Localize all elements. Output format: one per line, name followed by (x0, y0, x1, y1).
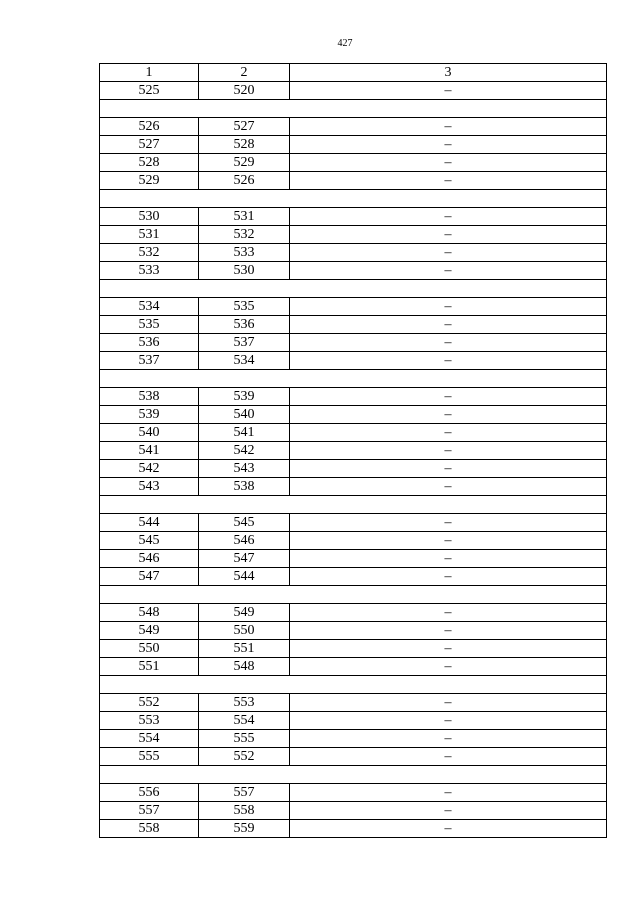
table-row (100, 226, 607, 244)
column-header: 2 (199, 64, 290, 82)
table-cell: – (290, 262, 607, 280)
table-cell: 551 (199, 640, 290, 658)
table-cell: 555 (100, 748, 199, 766)
table-cell: 526 (100, 118, 199, 136)
table-cell: 542 (199, 442, 290, 460)
table-cell: – (290, 154, 607, 172)
table-cell: 526 (199, 172, 290, 190)
table-cell: 544 (199, 568, 290, 586)
column-header: 3 (290, 64, 607, 82)
table-row (100, 334, 607, 352)
table-cell: 533 (199, 244, 290, 262)
table-row (100, 550, 607, 568)
table-cell: – (290, 208, 607, 226)
separator-cell (100, 676, 607, 694)
table-cell: 535 (100, 316, 199, 334)
table-cell: – (290, 550, 607, 568)
table-cell: 551 (100, 658, 199, 676)
table-row (100, 262, 607, 280)
group-separator-row (100, 766, 607, 784)
table-cell: – (290, 298, 607, 316)
group-separator-row (100, 370, 607, 388)
table-row (100, 136, 607, 154)
table-cell: – (290, 82, 607, 100)
table-cell: – (290, 478, 607, 496)
table-cell: 529 (100, 172, 199, 190)
table-cell: 534 (100, 298, 199, 316)
table-cell: 557 (100, 802, 199, 820)
table-cell: 543 (100, 478, 199, 496)
table-cell: – (290, 334, 607, 352)
table-cell: – (290, 244, 607, 262)
table-cell: – (290, 730, 607, 748)
table-cell: 556 (100, 784, 199, 802)
table-row (100, 118, 607, 136)
table-cell: 558 (199, 802, 290, 820)
table-cell: 548 (199, 658, 290, 676)
table-cell: – (290, 604, 607, 622)
table-row (100, 640, 607, 658)
table-cell: – (290, 712, 607, 730)
table-cell: 530 (100, 208, 199, 226)
table-row (100, 442, 607, 460)
table-cell: 528 (100, 154, 199, 172)
table-cell: 557 (199, 784, 290, 802)
group-separator-row (100, 280, 607, 298)
separator-cell (100, 190, 607, 208)
table-cell: – (290, 460, 607, 478)
separator-cell (100, 496, 607, 514)
table-row (100, 514, 607, 532)
table-row (100, 802, 607, 820)
table-row (100, 604, 607, 622)
table-row (100, 712, 607, 730)
table-cell: – (290, 532, 607, 550)
table-cell: – (290, 694, 607, 712)
group-separator-row (100, 100, 607, 118)
separator-cell (100, 100, 607, 118)
table-cell: – (290, 118, 607, 136)
table-row (100, 460, 607, 478)
table-cell: 552 (100, 694, 199, 712)
table-cell: 544 (100, 514, 199, 532)
group-separator-row (100, 496, 607, 514)
table-cell: 527 (199, 118, 290, 136)
table-row (100, 424, 607, 442)
table-cell: 535 (199, 298, 290, 316)
table-cell: 545 (100, 532, 199, 550)
table-cell: 549 (199, 604, 290, 622)
table-cell: 530 (199, 262, 290, 280)
table-cell: 532 (199, 226, 290, 244)
table-cell: 550 (100, 640, 199, 658)
table-cell: – (290, 640, 607, 658)
table-cell: 553 (199, 694, 290, 712)
table-cell: 537 (100, 352, 199, 370)
table-cell: 529 (199, 154, 290, 172)
page-number: 427 (337, 38, 353, 49)
column-header: 1 (100, 64, 199, 82)
table-cell: 527 (100, 136, 199, 154)
table-row (100, 694, 607, 712)
table-cell: 525 (100, 82, 199, 100)
group-separator-row (100, 676, 607, 694)
table-row (100, 244, 607, 262)
table-cell: 534 (199, 352, 290, 370)
separator-cell (100, 280, 607, 298)
table-cell: 555 (199, 730, 290, 748)
separator-cell (100, 586, 607, 604)
table-cell: 531 (199, 208, 290, 226)
table-row (100, 172, 607, 190)
table-row (100, 478, 607, 496)
table-cell: 559 (199, 820, 290, 838)
table-row (100, 730, 607, 748)
table-row (100, 748, 607, 766)
table-cell: 549 (100, 622, 199, 640)
table-row (100, 784, 607, 802)
table-body (100, 82, 607, 838)
table-row (100, 208, 607, 226)
table-cell: – (290, 442, 607, 460)
table-cell: 547 (100, 568, 199, 586)
table-cell: 539 (199, 388, 290, 406)
table-cell: 541 (199, 424, 290, 442)
table-cell: – (290, 424, 607, 442)
table-cell: 547 (199, 550, 290, 568)
table-cell: – (290, 226, 607, 244)
table-cell: 545 (199, 514, 290, 532)
table-cell: 550 (199, 622, 290, 640)
table-cell: 558 (100, 820, 199, 838)
table-cell: 528 (199, 136, 290, 154)
table-cell: 532 (100, 244, 199, 262)
table-cell: 536 (100, 334, 199, 352)
table-cell: 541 (100, 442, 199, 460)
table-row (100, 316, 607, 334)
table-cell: – (290, 388, 607, 406)
table-cell: – (290, 820, 607, 838)
table-cell: – (290, 514, 607, 532)
table-row (100, 568, 607, 586)
table-cell: 554 (100, 730, 199, 748)
table-cell: – (290, 802, 607, 820)
table-row (100, 298, 607, 316)
table-row (100, 622, 607, 640)
table-cell: 546 (199, 532, 290, 550)
table-cell: – (290, 406, 607, 424)
table-cell: – (290, 136, 607, 154)
table-cell: – (290, 568, 607, 586)
table-row (100, 388, 607, 406)
table-cell: – (290, 352, 607, 370)
table-cell: 546 (100, 550, 199, 568)
table-cell: 553 (100, 712, 199, 730)
table-row (100, 82, 607, 100)
group-separator-row (100, 190, 607, 208)
table-cell: 540 (199, 406, 290, 424)
table-cell: 539 (100, 406, 199, 424)
table-cell: 543 (199, 460, 290, 478)
table-row (100, 352, 607, 370)
table-row (100, 820, 607, 838)
table-row (100, 658, 607, 676)
table-cell: 554 (199, 712, 290, 730)
table-cell: – (290, 316, 607, 334)
table-cell: 538 (100, 388, 199, 406)
table-cell: 537 (199, 334, 290, 352)
table-cell: 536 (199, 316, 290, 334)
table-row (100, 532, 607, 550)
table-cell: 538 (199, 478, 290, 496)
separator-cell (100, 370, 607, 388)
table-cell: 520 (199, 82, 290, 100)
table-cell: 542 (100, 460, 199, 478)
data-table (99, 63, 607, 838)
group-separator-row (100, 586, 607, 604)
table-cell: – (290, 784, 607, 802)
table-cell: – (290, 658, 607, 676)
table-cell: 531 (100, 226, 199, 244)
table-cell: 540 (100, 424, 199, 442)
separator-cell (100, 766, 607, 784)
table-cell: – (290, 748, 607, 766)
table-cell: 552 (199, 748, 290, 766)
table-cell: 548 (100, 604, 199, 622)
table-cell: – (290, 172, 607, 190)
table-cell: – (290, 622, 607, 640)
table-row (100, 406, 607, 424)
table-row (100, 154, 607, 172)
table-header-row (100, 64, 607, 82)
table-cell: 533 (100, 262, 199, 280)
